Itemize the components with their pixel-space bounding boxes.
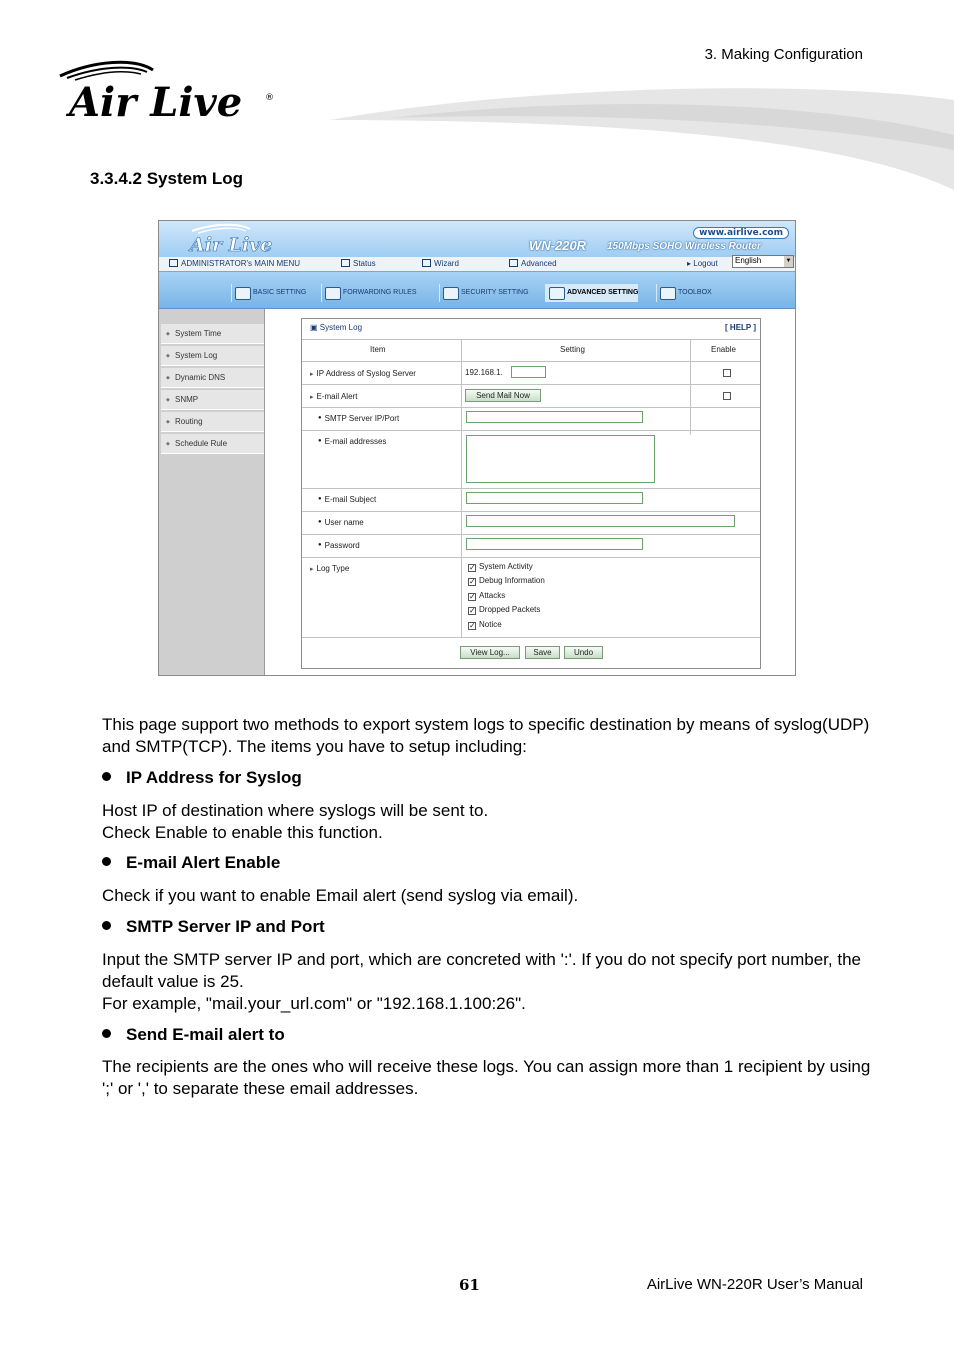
email-addresses-textarea[interactable]: [466, 435, 655, 483]
logtype-system-activity[interactable]: ✓ System Activity: [469, 562, 533, 572]
email-alert-row: [302, 385, 760, 408]
col-setting-header: Setting: [560, 345, 585, 354]
forward-icon: [325, 287, 341, 300]
section-title: 3.3.4.2 System Log: [90, 169, 244, 188]
toolbox-icon: [660, 287, 676, 300]
language-select[interactable]: English ▼: [732, 255, 794, 268]
bullet-icon: [102, 921, 111, 930]
bullet-ip-address-syslog: IP Address for Syslog: [102, 768, 302, 788]
b1-line2: Check Enable to enable this function.: [102, 823, 383, 842]
chapter-header: 3. Making Configuration: [704, 46, 863, 63]
check-icon[interactable]: ✓: [469, 621, 476, 630]
email-addresses-row: [302, 431, 760, 489]
svg-text:®: ®: [265, 93, 274, 103]
logtype-dropped-packets[interactable]: ✓ Dropped Packets: [469, 605, 541, 615]
panel-title: ▣ System Log: [310, 323, 363, 332]
logtype-attacks[interactable]: ✓ Attacks: [469, 591, 506, 601]
log-type-row: [302, 558, 760, 638]
password-label: ● Password: [318, 541, 360, 550]
bullet-icon: [102, 1029, 111, 1038]
menu-status[interactable]: Status: [341, 259, 376, 268]
square-bullet-icon: ▣: [310, 323, 320, 332]
save-button[interactable]: Save: [525, 646, 560, 659]
password-row: [302, 535, 760, 558]
log-type-label: ▸ Log Type: [310, 564, 349, 573]
check-icon[interactable]: ✓: [469, 563, 476, 572]
panel-header-row: [302, 339, 760, 362]
bullet-send-email-alert: Send E-mail alert to: [102, 1025, 285, 1045]
router-sidebar: [159, 309, 265, 675]
email-subject-label: ● E-mail Subject: [318, 495, 376, 504]
username-input[interactable]: [466, 515, 735, 527]
email-alert-label: ▸ E-mail Alert: [310, 392, 357, 401]
check-icon[interactable]: ✓: [469, 592, 476, 601]
tab-toolbox[interactable]: TOOLBOX: [656, 284, 712, 302]
chevron-down-icon: ▼: [784, 256, 793, 267]
smtp-row: [302, 408, 760, 431]
syslog-ip-prefix: 192.168.1.: [465, 368, 503, 377]
router-main-menu: [159, 257, 795, 272]
sidebar-item-system-log[interactable]: ◆ System Log: [161, 346, 264, 366]
sidebar-item-schedule-rule[interactable]: ◆ Schedule Rule: [161, 434, 264, 454]
header-swoosh: [330, 80, 954, 200]
smtp-label: ● SMTP Server IP/Port: [318, 414, 399, 423]
menu-wizard[interactable]: Wizard: [422, 259, 459, 268]
b3-text2: For example, "mail.your_url.com" or "192.168.1.100:26".: [102, 994, 526, 1013]
email-subject-row: [302, 489, 760, 512]
router-model-desc: 150Mbps SOHO Wireless Router: [607, 241, 761, 252]
sidebar-item-system-time[interactable]: ◆ System Time: [161, 324, 264, 344]
bullet-icon: [102, 772, 111, 781]
system-log-panel: [301, 318, 761, 669]
tab-basic-setting[interactable]: BASIC SETTING: [231, 284, 306, 302]
col-enable-header: Enable: [711, 345, 736, 354]
book-icon: [235, 287, 251, 300]
menu-logout[interactable]: ▸ Logout: [687, 259, 718, 268]
syslog-label: ▸ IP Address of Syslog Server: [310, 369, 416, 378]
col-item-header: Item: [370, 345, 386, 354]
check-icon[interactable]: ✓: [469, 577, 476, 586]
monitor-icon: [169, 259, 178, 267]
router-model: WN-220R: [529, 238, 587, 253]
arrow-right-icon: ▸: [687, 259, 694, 268]
sidebar-item-dynamic-dns[interactable]: ◆ Dynamic DNS: [161, 368, 264, 388]
lock-icon: [443, 287, 459, 300]
logtype-debug-information[interactable]: ✓ Debug Information: [469, 576, 545, 586]
wizard-icon: [422, 259, 431, 267]
tab-security-setting[interactable]: SECURITY SETTING: [439, 284, 529, 302]
bullet-icon: [102, 857, 111, 866]
syslog-ip-input[interactable]: [511, 366, 546, 378]
tab-forwarding-rules[interactable]: FORWARDING RULES: [321, 284, 417, 302]
syslog-enable-checkbox[interactable]: [723, 369, 731, 377]
logo-wordmark: Air Live: [69, 79, 243, 124]
manual-title: AirLive WN-220R User’s Manual: [646, 1276, 863, 1293]
bullet-smtp-server: SMTP Server IP and Port: [102, 917, 325, 937]
menu-main[interactable]: ADMINISTRATOR's MAIN MENU: [169, 259, 300, 268]
router-ui-screenshot: [158, 220, 796, 676]
router-url-badge[interactable]: www.airlive.com: [693, 227, 789, 239]
email-addresses-label: ● E-mail addresses: [318, 437, 386, 446]
menu-advanced[interactable]: Advanced: [509, 259, 557, 268]
b1-line1: Host IP of destination where syslogs will be sent to.: [102, 801, 489, 820]
email-alert-enable-checkbox[interactable]: [723, 392, 731, 400]
b3-text1: Input the SMTP server IP and port, which are concreted with ':'. If you do not specify port number, the default value is 25.: [102, 950, 861, 991]
syslog-row: [302, 362, 760, 385]
sidebar-item-routing[interactable]: ◆ Routing: [161, 412, 264, 432]
panel-title-row: [302, 319, 760, 340]
bullet-email-alert-enable: E-mail Alert Enable: [102, 853, 280, 873]
logtype-notice[interactable]: ✓ Notice: [469, 620, 502, 630]
status-icon: [341, 259, 350, 267]
tab-advanced-setting[interactable]: ADVANCED SETTING: [545, 284, 638, 302]
sidebar-item-snmp[interactable]: ◆ SNMP: [161, 390, 264, 410]
b4-text: The recipients are the ones who will receive these logs. You can assign more than 1 recipient by using ';' or ',' to separate these email addresses.: [102, 1057, 871, 1098]
airlive-logo: [55, 58, 280, 124]
router-nav-tabs: [159, 272, 795, 309]
page-number: 61: [459, 1276, 480, 1294]
smtp-server-input[interactable]: [466, 411, 643, 423]
router-logo-text: Air Live: [190, 234, 273, 255]
undo-button[interactable]: Undo: [564, 646, 603, 659]
intro-paragraph: This page support two methods to export system logs to specific destination by means of syslog(UDP) and SMTP(TCP). The items you have to setup including:: [102, 715, 870, 756]
username-row: [302, 512, 760, 535]
email-subject-input[interactable]: [466, 492, 643, 504]
router-logo: [184, 223, 294, 257]
password-input[interactable]: [466, 538, 643, 550]
router-header: [159, 221, 795, 257]
username-label: ● User name: [318, 518, 364, 527]
send-mail-now-button[interactable]: Send Mail Now: [465, 389, 541, 402]
check-icon[interactable]: ✓: [469, 606, 476, 615]
b2-text: Check if you want to enable Email alert (send syslog via email).: [102, 886, 579, 905]
help-link[interactable]: [ HELP ]: [725, 323, 756, 332]
view-log-button[interactable]: View Log...: [460, 646, 520, 659]
tools-icon: [509, 259, 518, 267]
gear-icon: [549, 287, 565, 300]
